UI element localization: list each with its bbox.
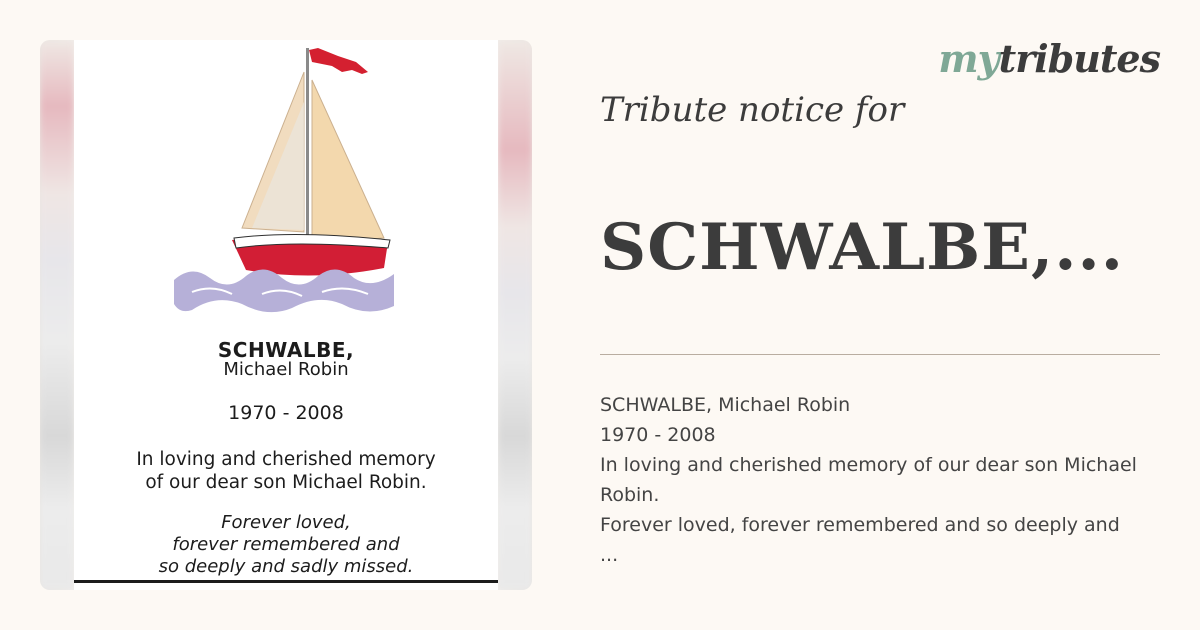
section-divider [600,354,1160,355]
notice-given-names: Michael Robin [223,359,349,380]
excerpt-line: 1970 - 2008 [600,424,716,446]
excerpt-line: Forever loved, forever remembered and so deeply and [600,514,1120,536]
notice-verse-line: so deeply and sadly missed. [158,556,414,577]
logo-part-my: my [938,36,999,81]
notice-card [40,40,532,590]
notice-memory [74,448,498,494]
excerpt-line: SCHWALBE, Michael Robin [600,394,851,416]
logo-part-tributes: tributes [998,36,1160,81]
card-left-edge [40,40,74,590]
excerpt-line: ... [600,544,619,566]
notice-excerpt [600,390,1170,570]
notice-image [74,40,498,590]
excerpt-line: In loving and cherished memory of our dear son Michael [600,454,1137,476]
notice-surname: SCHWALBE, [217,338,355,362]
notice-memory-line: of our dear son Michael Robin. [145,472,427,493]
deceased-name: SCHWALBE,... [600,210,1125,285]
notice-years: 1970 - 2008 [228,402,344,424]
tribute-kicker: Tribute notice for [600,90,905,130]
notice-verse-line: Forever loved, [221,512,351,533]
notice-verse [74,512,498,578]
mytributes-logo[interactable] [938,36,1160,81]
notice-verse-line: forever remembered and [172,534,400,555]
excerpt-line: Robin. [600,484,660,506]
notice-memory-line: In loving and cherished memory [136,449,436,470]
card-right-edge [498,40,532,590]
sailboat-icon [172,42,400,318]
notice-bottom-rule [74,580,498,583]
